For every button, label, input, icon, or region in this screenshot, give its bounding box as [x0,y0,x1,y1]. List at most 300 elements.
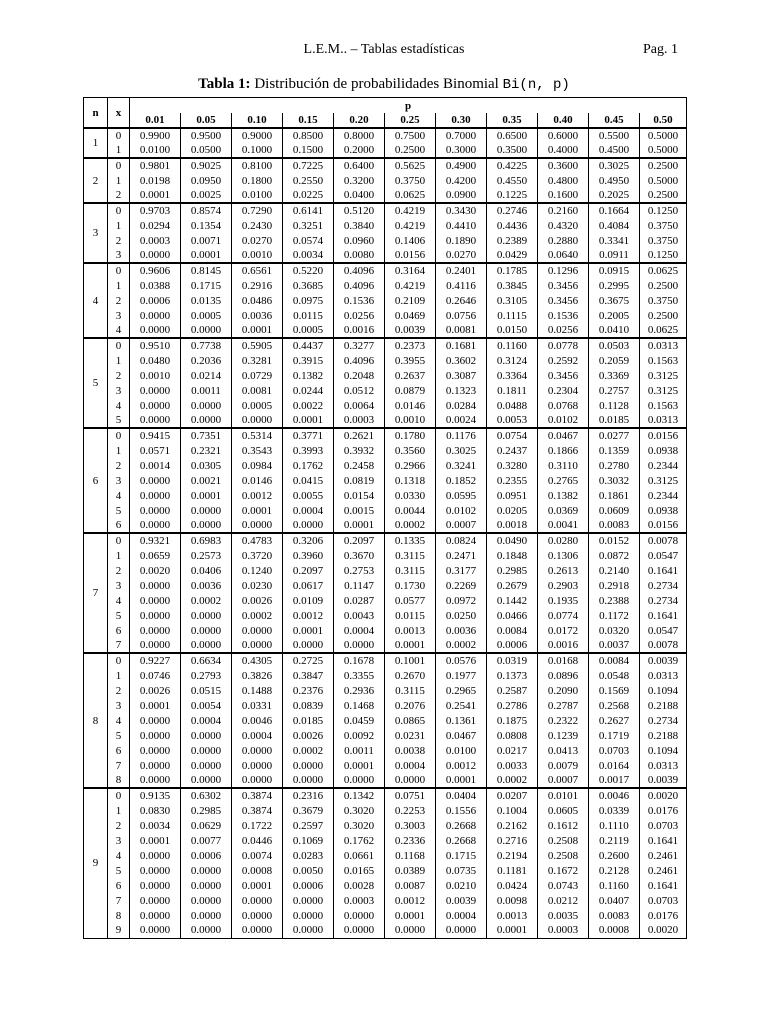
probability-cell: 0.2918 [589,578,640,593]
table-row [84,788,687,803]
probability-cell: 0.3955 [385,353,436,368]
column-header-p: p [130,98,687,114]
table-row [84,338,687,353]
probability-cell: 0.0034 [283,248,334,263]
table-row [84,668,687,683]
probability-cell: 0.0778 [538,338,589,353]
probability-cell: 0.4096 [334,278,385,293]
probability-cell: 0.0284 [436,398,487,413]
probability-cell: 0.0000 [283,923,334,938]
probability-cell: 0.0172 [538,623,589,638]
probability-cell: 0.2388 [589,593,640,608]
probability-cell: 0.2757 [589,383,640,398]
probability-cell: 0.3675 [589,293,640,308]
probability-cell: 0.1115 [487,308,538,323]
probability-cell: 0.0000 [334,773,385,788]
x-value-cell: 8 [108,773,130,788]
probability-cell: 0.9135 [130,788,181,803]
probability-cell: 0.0000 [334,908,385,923]
probability-cell: 0.1715 [436,848,487,863]
probability-cell: 0.1641 [640,563,687,578]
x-value-cell: 4 [108,593,130,608]
table-row [84,218,687,233]
probability-cell: 0.0165 [334,863,385,878]
probability-cell: 0.0960 [334,233,385,248]
probability-cell: 0.0000 [181,728,232,743]
probability-cell: 0.0000 [232,743,283,758]
probability-cell: 0.0900 [436,188,487,203]
probability-cell: 0.0000 [181,503,232,518]
table-row [84,728,687,743]
probability-cell: 0.1382 [538,488,589,503]
table-row [84,308,687,323]
probability-cell: 0.2793 [181,668,232,683]
probability-cell: 0.0081 [436,323,487,338]
probability-cell: 0.0294 [130,218,181,233]
probability-cell: 0.0001 [232,503,283,518]
probability-cell: 0.0984 [232,458,283,473]
probability-cell: 0.2573 [181,548,232,563]
probability-cell: 0.3960 [283,548,334,563]
probability-cell: 0.1681 [436,338,487,353]
probability-cell: 0.0152 [589,533,640,548]
n-value-cell: 8 [84,653,108,788]
probability-cell: 0.1536 [334,293,385,308]
probability-cell: 0.0488 [487,398,538,413]
table-row [84,158,687,173]
probability-cell: 0.5000 [640,173,687,188]
probability-cell: 0.0055 [283,488,334,503]
probability-cell: 0.0000 [130,503,181,518]
probability-cell: 0.1382 [283,368,334,383]
probability-cell: 0.0000 [181,638,232,653]
probability-cell: 0.2461 [640,848,687,863]
probability-cell: 0.0012 [385,893,436,908]
x-value-cell: 1 [108,353,130,368]
binomial-table [83,97,687,939]
probability-cell: 0.3840 [334,218,385,233]
probability-cell: 0.0026 [283,728,334,743]
p-value-header: 0.10 [232,113,283,128]
probability-cell: 0.0640 [538,248,589,263]
probability-cell: 0.3277 [334,338,385,353]
table-row [84,773,687,788]
probability-cell: 0.0008 [589,923,640,938]
x-value-cell: 3 [108,308,130,323]
probability-cell: 0.1569 [589,683,640,698]
probability-cell: 0.0000 [130,488,181,503]
probability-cell: 0.0077 [181,833,232,848]
probability-cell: 0.2995 [589,278,640,293]
probability-cell: 0.3355 [334,668,385,683]
probability-cell: 0.2188 [640,728,687,743]
probability-cell: 0.0746 [130,668,181,683]
probability-cell: 0.4084 [589,218,640,233]
probability-cell: 0.0000 [130,848,181,863]
probability-cell: 0.2613 [538,563,589,578]
probability-cell: 0.3110 [538,458,589,473]
probability-cell: 0.1730 [385,578,436,593]
probability-cell: 0.1442 [487,593,538,608]
probability-cell: 0.0729 [232,368,283,383]
table-row [84,548,687,563]
probability-cell: 0.0004 [436,908,487,923]
probability-cell: 0.0205 [487,503,538,518]
x-value-cell: 3 [108,248,130,263]
probability-cell: 0.0017 [589,773,640,788]
probability-cell: 0.1719 [589,728,640,743]
probability-cell: 0.0035 [538,908,589,923]
x-value-cell: 4 [108,488,130,503]
column-header-x: x [108,98,130,129]
probability-cell: 0.0703 [640,818,687,833]
probability-cell: 0.0074 [232,848,283,863]
probability-cell: 0.7225 [283,158,334,173]
probability-cell: 0.3750 [640,218,687,233]
probability-cell: 0.0231 [385,728,436,743]
probability-cell: 0.0000 [283,518,334,533]
probability-cell: 0.3874 [232,788,283,803]
probability-cell: 0.2430 [232,218,283,233]
probability-cell: 0.0404 [436,788,487,803]
probability-cell: 0.0010 [232,248,283,263]
x-value-cell: 4 [108,398,130,413]
probability-cell: 0.0486 [232,293,283,308]
probability-cell: 0.0207 [487,788,538,803]
probability-cell: 0.0003 [538,923,589,938]
probability-cell: 0.4320 [538,218,589,233]
probability-cell: 0.2786 [487,698,538,713]
probability-cell: 0.1250 [640,203,687,218]
probability-cell: 0.3364 [487,368,538,383]
probability-cell: 0.0033 [487,758,538,773]
probability-cell: 0.6302 [181,788,232,803]
probability-cell: 0.0000 [436,923,487,938]
probability-cell: 0.0156 [385,248,436,263]
probability-cell: 0.9606 [130,263,181,278]
table-row [84,908,687,923]
table-row [84,278,687,293]
probability-cell: 0.0098 [487,893,538,908]
x-value-cell: 7 [108,638,130,653]
probability-cell: 0.0609 [589,503,640,518]
probability-cell: 0.2162 [487,818,538,833]
probability-cell: 0.0879 [385,383,436,398]
probability-cell: 0.9000 [232,128,283,143]
probability-cell: 0.1004 [487,803,538,818]
probability-cell: 0.0000 [283,893,334,908]
x-value-cell: 2 [108,818,130,833]
probability-cell: 0.1641 [640,608,687,623]
probability-cell: 0.4305 [232,653,283,668]
probability-cell: 0.0217 [487,743,538,758]
probability-cell: 0.6500 [487,128,538,143]
probability-cell: 0.1612 [538,818,589,833]
probability-cell: 0.0001 [487,923,538,938]
probability-cell: 0.8145 [181,263,232,278]
table-row [84,743,687,758]
x-value-cell: 7 [108,893,130,908]
probability-cell: 0.1672 [538,863,589,878]
probability-cell: 0.1848 [487,548,538,563]
probability-cell: 0.0735 [436,863,487,878]
probability-cell: 0.0115 [385,608,436,623]
x-value-cell: 2 [108,293,130,308]
probability-cell: 0.1296 [538,263,589,278]
x-value-cell: 5 [108,413,130,428]
probability-cell: 0.3341 [589,233,640,248]
probability-cell: 0.0547 [640,623,687,638]
probability-cell: 0.0001 [130,833,181,848]
probability-cell: 0.3000 [436,143,487,158]
table-body [84,128,687,938]
probability-cell: 0.0313 [640,668,687,683]
probability-cell: 0.3500 [487,143,538,158]
probability-cell: 0.1094 [640,683,687,698]
table-row [84,848,687,863]
x-value-cell: 0 [108,158,130,173]
probability-cell: 0.2500 [385,143,436,158]
probability-cell: 0.7738 [181,338,232,353]
probability-cell: 0.3456 [538,368,589,383]
probability-cell: 0.3369 [589,368,640,383]
probability-cell: 0.3105 [487,293,538,308]
probability-cell: 0.0000 [283,773,334,788]
page-header [0,42,768,60]
probability-cell: 0.4000 [538,143,589,158]
probability-cell: 0.2500 [640,308,687,323]
x-value-cell: 8 [108,908,130,923]
probability-cell: 0.0000 [283,758,334,773]
probability-cell: 0.0004 [334,623,385,638]
probability-cell: 0.0000 [130,863,181,878]
probability-cell: 0.2119 [589,833,640,848]
probability-cell: 0.1172 [589,608,640,623]
table-row [84,473,687,488]
probability-cell: 0.2966 [385,458,436,473]
probability-cell: 0.0280 [538,533,589,548]
probability-cell: 0.1361 [436,713,487,728]
probability-cell: 0.3456 [538,293,589,308]
probability-cell: 0.0000 [334,923,385,938]
table-row [84,533,687,548]
probability-cell: 0.0320 [589,623,640,638]
p-value-header: 0.45 [589,113,640,128]
probability-cell: 0.1722 [232,818,283,833]
x-value-cell: 3 [108,383,130,398]
probability-cell: 0.0951 [487,488,538,503]
probability-cell: 0.0000 [181,758,232,773]
probability-cell: 0.0313 [640,413,687,428]
x-value-cell: 6 [108,623,130,638]
probability-cell: 0.2097 [334,533,385,548]
probability-cell: 0.2880 [538,233,589,248]
probability-cell: 0.3124 [487,353,538,368]
probability-cell: 0.0413 [538,743,589,758]
probability-cell: 0.2780 [589,458,640,473]
probability-cell: 0.0754 [487,428,538,443]
probability-cell: 0.0001 [385,638,436,653]
probability-cell: 0.0006 [181,848,232,863]
probability-cell: 0.2109 [385,293,436,308]
probability-cell: 0.2097 [283,563,334,578]
table-row [84,503,687,518]
probability-cell: 0.0046 [589,788,640,803]
probability-cell: 0.0007 [436,518,487,533]
p-values-header-row [84,113,687,128]
probability-cell: 0.6400 [334,158,385,173]
probability-cell: 0.0087 [385,878,436,893]
probability-cell: 0.3020 [334,803,385,818]
probability-cell: 0.0605 [538,803,589,818]
probability-cell: 0.2000 [334,143,385,158]
probability-cell: 0.3543 [232,443,283,458]
table-row [84,128,687,143]
probability-cell: 0.4783 [232,533,283,548]
probability-cell: 0.1563 [640,353,687,368]
probability-cell: 0.0896 [538,668,589,683]
probability-cell: 0.0270 [436,248,487,263]
probability-cell: 0.0002 [436,638,487,653]
probability-cell: 0.0872 [589,548,640,563]
probability-cell: 0.0625 [385,188,436,203]
probability-cell: 0.2253 [385,803,436,818]
probability-cell: 0.4437 [283,338,334,353]
probability-cell: 0.1335 [385,533,436,548]
probability-cell: 0.2322 [538,713,589,728]
p-value-header: 0.35 [487,113,538,128]
probability-cell: 0.0006 [487,638,538,653]
x-value-cell: 9 [108,923,130,938]
probability-cell: 0.0000 [283,638,334,653]
x-value-cell: 0 [108,263,130,278]
probability-cell: 0.2916 [232,278,283,293]
probability-cell: 0.3025 [589,158,640,173]
probability-cell: 0.0000 [130,248,181,263]
probability-cell: 0.0084 [487,623,538,638]
table-row [84,563,687,578]
probability-cell: 0.2668 [436,833,487,848]
table-row [84,428,687,443]
probability-cell: 0.0004 [385,758,436,773]
x-value-cell: 1 [108,803,130,818]
probability-cell: 0.0950 [181,173,232,188]
probability-cell: 0.3685 [283,278,334,293]
probability-cell: 0.0824 [436,533,487,548]
probability-cell: 0.0000 [130,608,181,623]
probability-cell: 0.0000 [232,638,283,653]
probability-cell: 0.0100 [436,743,487,758]
x-value-cell: 1 [108,143,130,158]
probability-cell: 0.0000 [181,398,232,413]
probability-cell: 0.2188 [640,698,687,713]
probability-cell: 0.3845 [487,278,538,293]
probability-cell: 0.0467 [538,428,589,443]
probability-cell: 0.0000 [130,383,181,398]
probability-cell: 0.0369 [538,503,589,518]
probability-cell: 0.0210 [436,878,487,893]
probability-cell: 0.2670 [385,668,436,683]
probability-cell: 0.2059 [589,353,640,368]
probability-cell: 0.0000 [130,773,181,788]
probability-cell: 0.0001 [436,773,487,788]
probability-cell: 0.0078 [640,533,687,548]
x-value-cell: 6 [108,878,130,893]
probability-cell: 0.1641 [640,878,687,893]
probability-cell: 0.2005 [589,308,640,323]
probability-cell: 0.0000 [181,878,232,893]
probability-cell: 0.1181 [487,863,538,878]
caption-label: Tabla 1: [198,76,251,92]
probability-cell: 0.4200 [436,173,487,188]
probability-cell: 0.0743 [538,878,589,893]
probability-cell: 0.1500 [283,143,334,158]
probability-cell: 0.0012 [283,608,334,623]
probability-cell: 0.0480 [130,353,181,368]
probability-cell: 0.0164 [589,758,640,773]
n-value-cell: 4 [84,263,108,338]
probability-cell: 0.0467 [436,728,487,743]
probability-cell: 0.0004 [283,503,334,518]
probability-cell: 0.0015 [334,503,385,518]
probability-cell: 0.0198 [130,173,181,188]
x-value-cell: 2 [108,563,130,578]
probability-cell: 0.1785 [487,263,538,278]
probability-cell: 0.0001 [283,623,334,638]
probability-cell: 0.0039 [436,893,487,908]
probability-cell: 0.0028 [334,878,385,893]
probability-cell: 0.1715 [181,278,232,293]
probability-cell: 0.2389 [487,233,538,248]
probability-cell: 0.0036 [181,578,232,593]
probability-cell: 0.0021 [181,473,232,488]
probability-cell: 0.3826 [232,668,283,683]
p-value-header: 0.40 [538,113,589,128]
table-row [84,833,687,848]
probability-cell: 0.9321 [130,533,181,548]
probability-cell: 0.0002 [487,773,538,788]
probability-cell: 0.4219 [385,278,436,293]
probability-cell: 0.0459 [334,713,385,728]
probability-cell: 0.0022 [283,398,334,413]
probability-cell: 0.4219 [385,203,436,218]
probability-cell: 0.1488 [232,683,283,698]
x-value-cell: 1 [108,668,130,683]
probability-cell: 0.1875 [487,713,538,728]
probability-cell: 0.0071 [181,233,232,248]
probability-cell: 0.0406 [181,563,232,578]
probability-cell: 0.3177 [436,563,487,578]
probability-cell: 0.3020 [334,818,385,833]
probability-cell: 0.1000 [232,143,283,158]
probability-cell: 0.0102 [538,413,589,428]
probability-cell: 0.2140 [589,563,640,578]
probability-cell: 0.5000 [640,143,687,158]
x-value-cell: 6 [108,743,130,758]
probability-cell: 0.2725 [283,653,334,668]
x-value-cell: 0 [108,533,130,548]
probability-cell: 0.0176 [640,803,687,818]
table-row [84,653,687,668]
probability-cell: 0.1600 [538,188,589,203]
probability-cell: 0.0000 [181,413,232,428]
probability-cell: 0.3670 [334,548,385,563]
probability-cell: 0.2668 [436,818,487,833]
probability-cell: 0.0109 [283,593,334,608]
probability-cell: 0.3125 [640,368,687,383]
probability-cell: 0.0256 [334,308,385,323]
p-value-header: 0.05 [181,113,232,128]
